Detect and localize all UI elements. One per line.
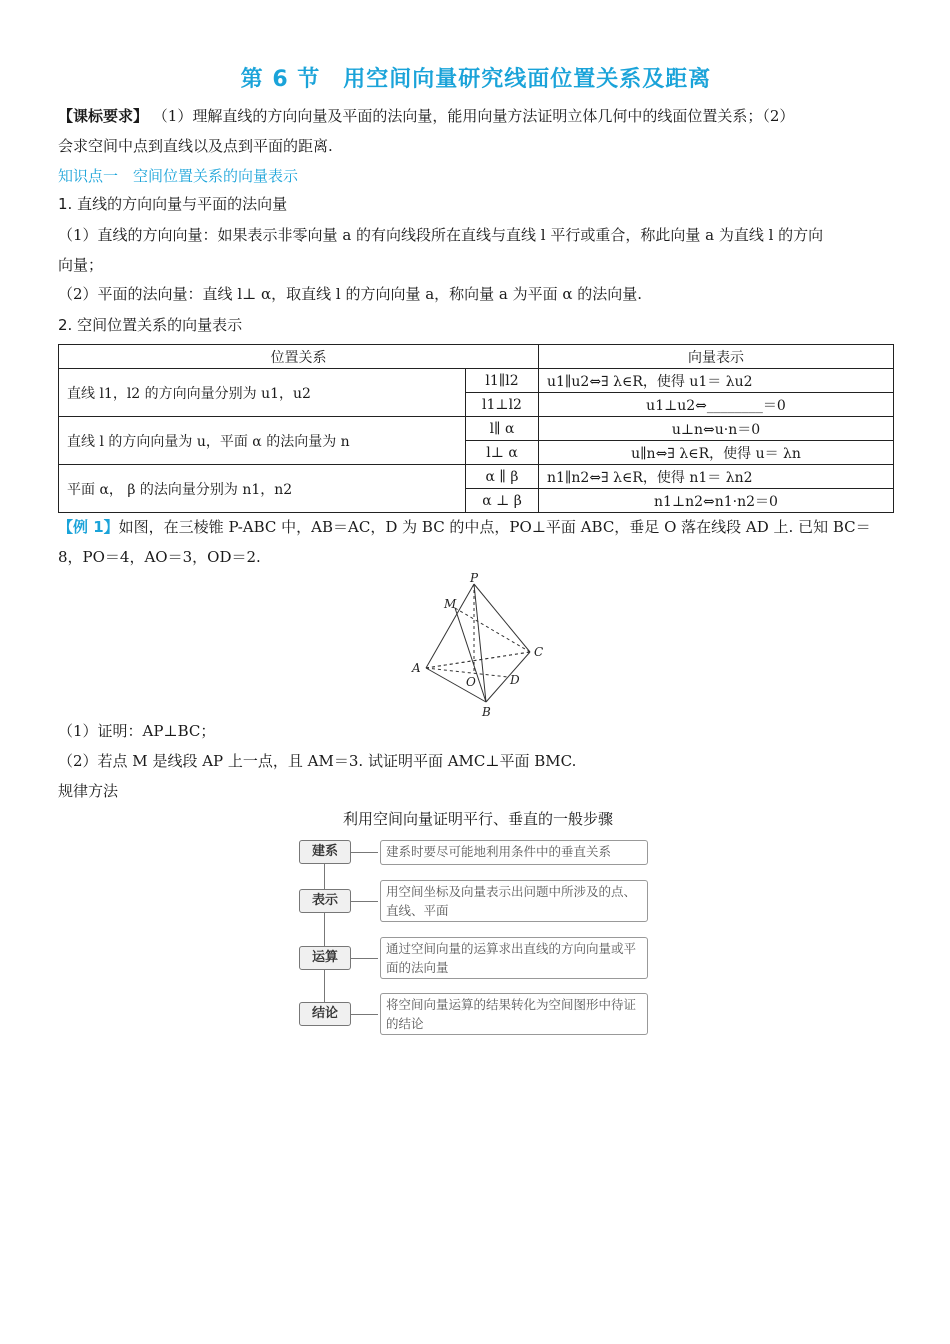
example-line1 [58, 512, 894, 542]
flow-arrow [350, 958, 378, 959]
example-tag: 【例 1】 [58, 518, 119, 536]
label-B: B [482, 705, 491, 719]
requirement-line1 [58, 101, 894, 131]
edge-AB [426, 668, 486, 702]
flow-connector [324, 970, 325, 1003]
edge-AC [426, 652, 530, 668]
tetrahedron-figure [408, 572, 558, 720]
label-A: A [412, 661, 421, 675]
flow-arrow [350, 901, 378, 902]
flow-desc-build: 建系时要尽可能地利用条件中的垂直关系 [380, 840, 648, 865]
label-D: D [510, 673, 520, 687]
flow-title: 利用空间向量证明平行、垂直的一般步骤 [342, 810, 613, 828]
requirement-text1: （1）理解直线的方向向量及平面的法向量，能用向量方法证明立体几何中的线面位置关系；（2） [152, 107, 795, 125]
section1-item1-line2: 向量； [58, 256, 104, 274]
table-row [59, 465, 894, 489]
table-vector: n1∥n2⇔∃ λ∈R，使得 n1＝ λn2 [539, 465, 894, 489]
table-vector: u⊥n⇔u·n＝0 [539, 417, 894, 441]
knowledge-point-heading: 知识点一 空间位置关系的向量表示 [58, 167, 299, 185]
flow-step-build: 建系 [299, 840, 351, 864]
table-row-label: 平面 α， β 的法向量分别为 n1，n2 [59, 465, 466, 513]
table-row-label: 直线 l 的方向向量为 u，平面 α 的法向量为 n [59, 417, 466, 465]
table-case: l∥ α [466, 417, 539, 441]
table-row-label: 直线 l1，l2 的方向向量分别为 u1，u2 [59, 369, 466, 417]
flow-step-represent: 表示 [299, 889, 351, 913]
table-vector: u∥n⇔∃ λ∈R，使得 u＝ λn [539, 441, 894, 465]
section2-heading: 2. 空间位置关系的向量表示 [58, 316, 243, 334]
flow-arrow [350, 852, 378, 853]
flow-desc-compute: 通过空间向量的运算求出直线的方向向量或平面的法向量 [380, 937, 648, 979]
table-case: l⊥ α [466, 441, 539, 465]
example-line2: 8，PO＝4，AO＝3，OD＝2. [58, 548, 261, 566]
table-header-position: 位置关系 [59, 345, 539, 369]
table-vector: n1⊥n2⇔n1·n2＝0 [539, 489, 894, 513]
table-case: l1∥l2 [466, 369, 539, 393]
flow-arrow [350, 1014, 378, 1015]
edge-BC [486, 652, 530, 702]
flow-connector [324, 864, 325, 892]
label-O: O [466, 675, 476, 689]
segment-base [426, 652, 530, 668]
requirement-line2: 会求空间中点到直线以及点到平面的距离. [58, 137, 333, 155]
page-title: 第 6 节 用空间向量研究线面位置关系及距离 [240, 67, 712, 92]
section1-item1-line1: （1）直线的方向向量：如果表示非零向量 a 的有向线段所在直线与直线 l 平行或重合，称此向量 a 为直线 l 的方向 [58, 226, 824, 244]
label-M: M [444, 597, 457, 611]
edge-PC [474, 584, 530, 652]
flow-desc-represent: 用空间坐标及向量表示出问题中所涉及的点、直线、平面 [380, 880, 648, 922]
label-C: C [534, 645, 544, 659]
method-heading: 规律方法 [58, 782, 119, 800]
edge-MC [455, 608, 530, 652]
table-header-vector: 向量表示 [539, 345, 894, 369]
example-question2: （2）若点 M 是线段 AP 上一点，且 AM＝3. 试证明平面 AMC⊥平面 BMC. [58, 752, 577, 770]
flow-step-compute: 运算 [299, 946, 351, 970]
table-vector: u1∥u2⇔∃ λ∈R，使得 u1＝ λu2 [539, 369, 894, 393]
table-row [59, 417, 894, 441]
section1-heading: 1. 直线的方向向量与平面的法向量 [58, 195, 288, 213]
table-vector: u1⊥u2⇔________＝0 [539, 393, 894, 417]
table-row [59, 369, 894, 393]
flow-step-conclude: 结论 [299, 1002, 351, 1026]
table-case: α ∥ β [466, 465, 539, 489]
section1-item2: （2）平面的法向量：直线 l⊥ α，取直线 l 的方向向量 a，称向量 a 为平面 α 的法向量. [58, 285, 643, 303]
table-header-row [59, 345, 894, 369]
relation-table [58, 344, 894, 513]
flow-desc-conclude: 将空间向量运算的结果转化为空间图形中待证的结论 [380, 993, 648, 1035]
label-P: P [470, 572, 479, 585]
example-text1: 如图，在三棱锥 P-ABC 中，AB＝AC，D 为 BC 的中点，PO⊥平面 ABC，垂足 O 落在线段 AD 上. 已知 BC＝ [118, 518, 871, 536]
flow-connector [324, 913, 325, 947]
requirement-tag: 【课标要求】 [58, 107, 149, 125]
table-case: α ⊥ β [466, 489, 539, 513]
example-question1: （1）证明：AP⊥BC； [58, 722, 216, 740]
table-case: l1⊥l2 [466, 393, 539, 417]
